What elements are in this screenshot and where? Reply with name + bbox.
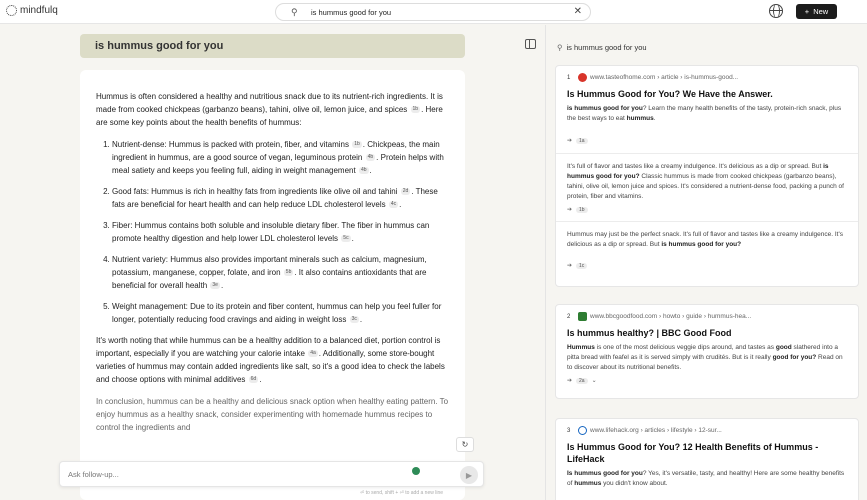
excerpt-actions [567, 206, 588, 213]
citation-tag[interactable]: 2a [576, 378, 588, 384]
sidebar-toggle-icon[interactable] [525, 39, 536, 49]
result-main[interactable] [556, 305, 858, 393]
search-bar[interactable] [275, 3, 591, 21]
result-snippet: is hummus good for you? Learn the many health benefits of the tasty, protein-rich snack, plus the best ways to eat hummus. [567, 105, 842, 122]
result-title[interactable]: Is Hummus Good for You? 12 Health Benefits of Hummus - LifeHack [567, 442, 819, 464]
result-main[interactable] [556, 419, 858, 500]
result-actions [567, 377, 597, 384]
app-logo[interactable] [6, 5, 58, 16]
citation-badge[interactable]: 5b [285, 269, 292, 275]
result-domain[interactable]: www.bbcgoodfood.com › howto › guide › hummus-hea... [590, 313, 752, 320]
result-source [567, 73, 848, 82]
result-snippet: Is hummus good for you? Yes, it's versatile, tasty, and healthy! Here are some healthy benefits of hummus you didn't know about. [567, 470, 845, 487]
answer-closing: It's worth noting that while hummus can be a healthy addition to a balanced diet, portion control is important, especially if you are watching your calorie intake 4a . Additionally, some store-bought varieties of hummus may contain added ingredients like salt, so it's a good idea to check the labels and choose options with minimal additives 6d . [96, 336, 445, 384]
question-header: is hummus good for you [80, 34, 465, 58]
result-card [555, 304, 859, 399]
benefit-list [96, 138, 449, 326]
result-rank: 1 [567, 74, 571, 81]
result-card [555, 65, 859, 287]
answer-conclusion: In conclusion, hummus can be a healthy and delicious snack option when healthy eating pattern. To enjoy hummus as a healthy snack, consider experimenting with homemade hummus recipes to control the ingredients and [96, 397, 449, 432]
search-icon: ⚲ [291, 7, 298, 17]
citation-tag[interactable]: 1a [576, 138, 588, 144]
list-item: 4. Nutrient variety: Hummus also provides important minerals such as calcium, magnesium, potassium, manganese, copper, folate, and iron 5b . It also contains antioxidants that are beneficial for overall health 3e . [112, 253, 449, 292]
citation-badge[interactable]: 1b [412, 106, 419, 112]
citation-badge[interactable]: 1b [354, 141, 360, 147]
result-source [567, 312, 848, 321]
citation-badge[interactable]: 4b [367, 154, 374, 160]
citation-badge[interactable]: 3e [212, 282, 218, 288]
followup-bar[interactable] [59, 461, 484, 487]
logo-icon [6, 5, 17, 16]
app-name: mindfulq [20, 5, 58, 16]
excerpt-actions [567, 262, 587, 269]
assistant-icon [412, 467, 420, 475]
sources-query: ⚲ is hummus good for you [557, 43, 647, 52]
favicon-icon [578, 426, 587, 435]
send-icon[interactable]: ▶ [460, 466, 478, 484]
result-source [567, 426, 848, 435]
chevron-down-icon[interactable]: ⌄ [591, 378, 597, 384]
pin-icon[interactable]: ➔ [567, 138, 573, 144]
list-item: 5. Weight management: Due to its protein and fiber content, hummus can help you feel fuller for longer, potentially reducing food cravings and aiding in weight loss 3c . [112, 300, 449, 326]
result-title[interactable]: Is hummus healthy? | BBC Good Food [567, 328, 732, 338]
new-button-label: New [813, 7, 829, 16]
pin-icon[interactable]: ➔ [567, 378, 573, 384]
pin-icon[interactable]: ➔ [567, 263, 573, 269]
regenerate-icon[interactable]: ↻ [456, 437, 474, 452]
plus-icon: + [804, 7, 810, 16]
list-item: 2. Good fats: Hummus is rich in healthy fats from ingredients like olive oil and tahini 2d . These fats are beneficial for heart health and can help reduce LDL cholesterol levels 4c . [112, 185, 449, 211]
citation-badge[interactable]: 5c [343, 235, 349, 241]
search-icon: ⚲ [557, 43, 563, 52]
clear-search-icon[interactable]: ✕ [573, 6, 582, 17]
citation-badge[interactable]: 6d [250, 376, 257, 382]
list-item: 1. Nutrient-dense: Hummus is packed with protein, fiber, and vitamins 1b . Chickpeas, the main ingredient in hummus, are a good source of vegan, leguminous protein 4b . Protein helps with meal satiety and keeps you feeling full, aiding in weight management 4b . [112, 138, 449, 177]
search-input[interactable]: is hummus good for you [311, 8, 392, 17]
input-hint: ⏎ to send, shift + ⏎ to add a new line [360, 490, 444, 496]
citation-badge[interactable]: 4a [310, 350, 316, 356]
result-card [555, 418, 859, 500]
citation-badge[interactable]: 4b [360, 167, 367, 173]
excerpt-text: It's full of flavor and tastes like a creamy indulgence. It's delicious as a dip or spread. But is hummus good for you? Classic hummus is made from cooked chickpeas (garbanzo beans), tahini, olive oil, lemon juice and spices. It's considered a nutrient-dense food, packing a punch of protein, fiber and vitamins. [567, 163, 844, 200]
citation-tag[interactable]: 1c [576, 263, 587, 269]
result-rank: 2 [567, 313, 571, 320]
new-button[interactable] [796, 4, 837, 19]
citation-tag[interactable]: 1b [576, 207, 588, 213]
citation-badge[interactable]: 2d [402, 188, 409, 194]
list-item: 3. Fiber: Hummus contains both soluble and insoluble dietary fiber. The fiber in hummus can promote healthy digestion and help lower LDL cholesterol levels 5c . [112, 219, 449, 245]
result-main[interactable] [556, 66, 858, 154]
top-bar [0, 0, 867, 24]
excerpt-text: Hummus may just be the perfect snack. It's full of flavor and tastes like a creamy indulgence. It's delicious as a dip or spread. But is hummus good for you? [567, 231, 843, 248]
result-domain[interactable]: www.lifehack.org › articles › lifestyle › 12-sur... [590, 427, 722, 434]
result-rank: 3 [567, 427, 571, 434]
answer-panel [80, 70, 465, 500]
answer-intro: Hummus is often considered a healthy and nutritious snack due to its nutrient-rich ingredients. It is made from cooked chickpeas (garbanzo beans), tahini, olive oil, lemon juice, and spices 1b . Here are some key points about the health benefits of hummus: [96, 92, 443, 127]
citation-badge[interactable]: 4c [390, 201, 397, 207]
pin-icon[interactable]: ➔ [567, 207, 573, 213]
result-excerpt[interactable] [556, 222, 858, 277]
result-snippet: Hummus is one of the most delicious veggie dips around, and tastes as good slathered into a pitta bread with feafel as it is served simply with crudités. But is it really good for you? Read on to discover about its nutritional benefits. [567, 344, 843, 371]
followup-input[interactable]: Ask follow-up... [68, 470, 119, 479]
result-excerpt[interactable] [556, 154, 858, 222]
favicon-icon [578, 312, 587, 321]
globe-icon[interactable] [769, 4, 783, 18]
favicon-icon [578, 73, 587, 82]
result-actions [567, 137, 588, 144]
result-title[interactable]: Is Hummus Good for You? We Have the Answer. [567, 89, 773, 99]
result-domain[interactable]: www.tasteofhome.com › article › is-hummus-good... [590, 74, 739, 81]
citation-badge[interactable]: 3c [351, 316, 357, 322]
